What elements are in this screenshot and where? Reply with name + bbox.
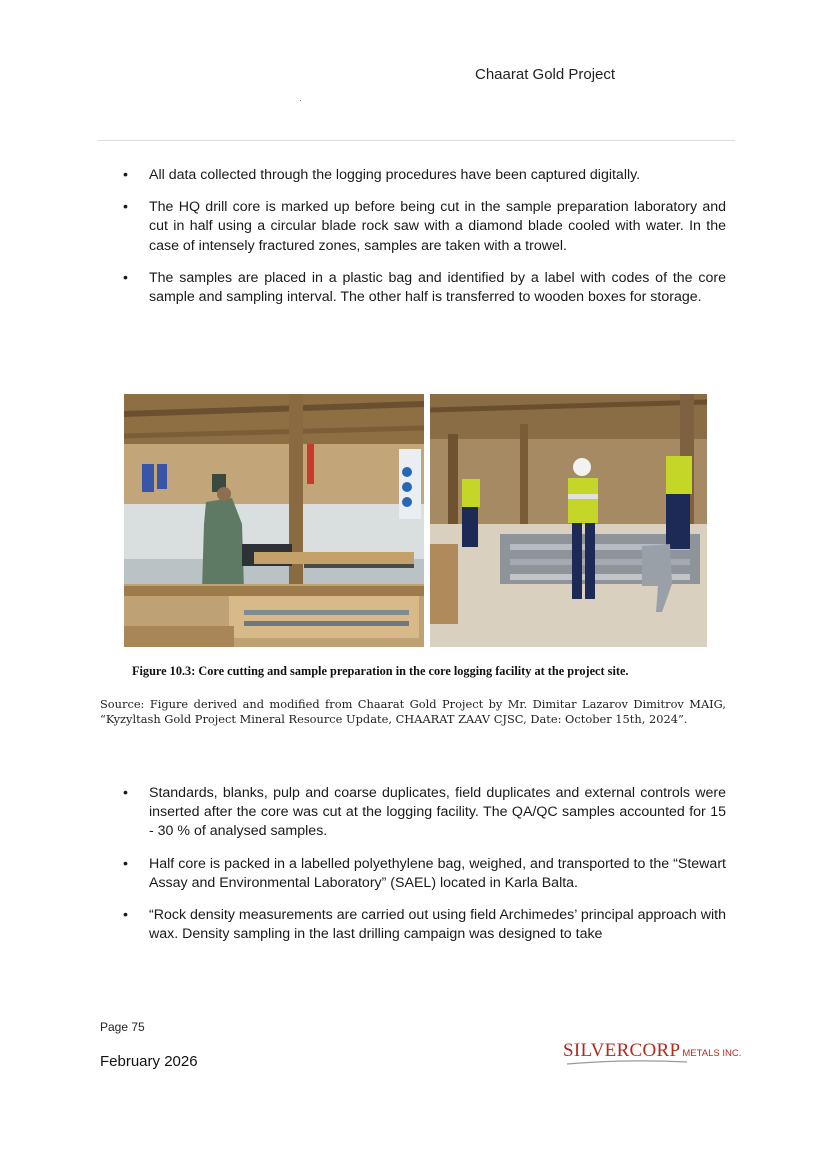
figure-photo-logging-facility	[430, 394, 707, 647]
bullet-dot-icon: •	[123, 199, 128, 216]
bullet-text: “Rock density measurements are carried out using field Archimedes’ principal approach with wax. Density sampling in the last drilling campaign was designed to take	[149, 907, 726, 943]
figure-photo-core-cutting	[124, 394, 424, 647]
silvercorp-logo	[563, 1040, 741, 1062]
bullet-dot-icon: •	[123, 855, 128, 872]
figure-source: Source: Figure derived and modified from Chaarat Gold Project by Mr. Dimitar Lazarov Dimitrov MAIG, “Kyzyltash Gold Project Mineral Resource Update, CHAARAT ZAAV CJSC, Date: October 15th, 2024”.	[100, 697, 726, 726]
bullet-dot-icon: •	[123, 269, 128, 286]
bullet-list-top	[120, 166, 726, 320]
bullet-item	[120, 166, 726, 185]
bullet-item	[120, 269, 726, 307]
header-title: Chaarat Gold Project	[475, 66, 616, 83]
logo-swoosh-icon	[567, 1059, 687, 1065]
bullet-dot-icon: •	[123, 785, 128, 801]
bullet-dot-icon: •	[123, 167, 128, 183]
bullet-text: The samples are placed in a plastic bag and identified by a label with codes of the core sample and sampling interval. The other half is transferred to wooden boxes for storage.	[149, 269, 726, 306]
bullet-item	[120, 855, 726, 893]
bullet-text: Half core is packed in a labelled polyethylene bag, weighed, and transported to the “Stewart Assay and Environmental Laboratory” (SAEL) located in Karla Balta.	[149, 855, 726, 891]
bullet-text: The HQ drill core is marked up before being cut in the sample preparation laboratory and cut in half using a circular blade rock saw with a diamond blade cooled with water. In the case of intensely fractured zones, samples are taken with a trowel.	[149, 199, 726, 254]
page-number: Page 75	[100, 1020, 145, 1034]
bullet-text: Standards, blanks, pulp and coarse duplicates, field duplicates and external controls were inserted after the core was cut at the logging facility. The QA/QC samples accounted for 15 - 30 % of analysed samples.	[149, 785, 726, 840]
bullet-item	[120, 198, 726, 256]
bullet-dot-icon: •	[123, 907, 128, 924]
logo-subtitle: METALS INC.	[682, 1048, 742, 1059]
header-divider	[98, 140, 735, 141]
bullet-item	[120, 906, 726, 944]
footer-date: February 2026	[100, 1053, 198, 1070]
bullet-list-bottom	[120, 784, 726, 957]
logo-wordmark: SILVERCORP	[563, 1040, 681, 1061]
figure-caption: Figure 10.3: Core cutting and sample preparation in the core logging facility at the project site.	[132, 664, 629, 678]
bullet-item	[120, 784, 726, 842]
bullet-text: All data collected through the logging procedures have been captured digitally.	[149, 167, 641, 183]
header-dot	[300, 100, 301, 101]
